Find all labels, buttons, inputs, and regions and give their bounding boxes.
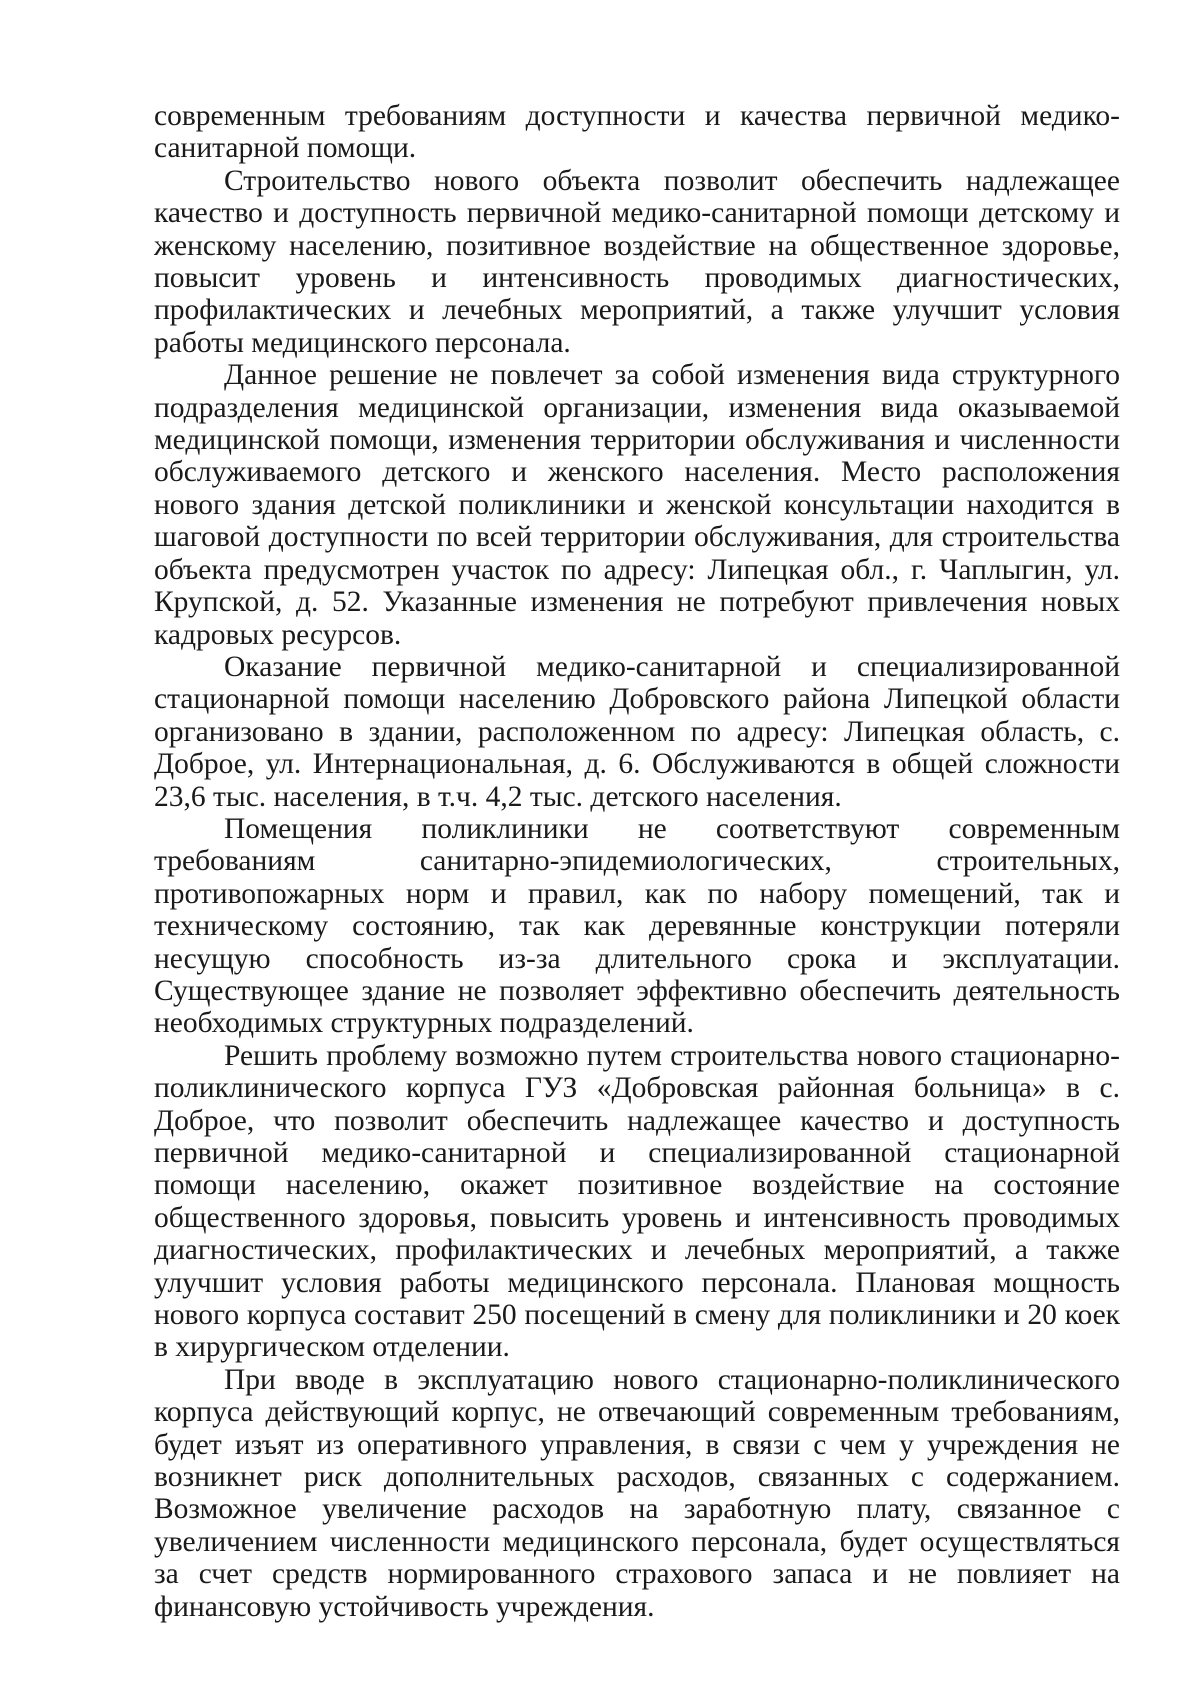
- paragraph-decision: Данное решение не повлечет за собой изменения вида структурного подразделения медицинской организации, изменения вида оказываемой медицинской помощи, изменения территории обслуживания и численности обслуживаемого детского и женского населения. Место расположения нового здания детской поликлиники и женской консультации находится в шаговой доступности по всей территории обслуживания, для строительства объекта предусмотрен участок по адресу: Липецкая обл., г. Чаплыгин, ул. Крупской, д. 52. Указанные изменения не потребуют привлечения новых кадровых ресурсов.: [154, 359, 1120, 651]
- paragraph-solution: Решить проблему возможно путем строительства нового стационарно-поликлинического корпуса ГУЗ «Добровская районная больница» в с. Доброе, что позволит обеспечить надлежащее качество и доступность первичной медико-санитарной и специализированной стационарной помощи населению, окажет позитивное воздействие на состояние общественного здоровья, повысить уровень и интенсивность проводимых диагностических, профилактических и лечебных мероприятий, а также улучшит условия работы медицинского персонала. Плановая мощность нового корпуса составит 250 посещений в смену для поликлиники и 20 коек в хирургическом отделении.: [154, 1039, 1120, 1364]
- paragraph-new-object: Строительство нового объекта позволит обеспечить надлежащее качество и доступность первичной медико-санитарной помощи детскому и женскому населению, позитивное воздействие на общественное здоровье, повысит уровень и интенсивность проводимых диагностических, профилактических и лечебных мероприятий, а также улучшит условия работы медицинского персонала.: [154, 164, 1120, 359]
- paragraph-continuation: современным требованиям доступности и качества первичной медико-санитарной помощи.: [154, 100, 1120, 165]
- document-body: [154, 100, 1120, 1623]
- paragraph-premises: Помещения поликлиники не соответствуют современным требованиям санитарно-эпидемиологических, строительных, противопожарных норм и правил, как по набору помещений, так и техническому состоянию, так как деревянные конструкции потеряли несущую способность из-за длительного срока и эксплуатации. Существующее здание не позволяет эффективно обеспечить деятельность необходимых структурных подразделений.: [154, 812, 1120, 1040]
- paragraph-commissioning: При вводе в эксплуатацию нового стационарно-поликлинического корпуса действующий корпус, не отвечающий современным требованиям, будет изъят из оперативного управления, в связи с чем у учреждения не возникнет риск дополнительных расходов, связанных с содержанием. Возможное увеличение расходов на заработную плату, связанное с увеличением численности медицинского персонала, будет осуществляться за счет средств нормированного страхового запаса и не повлияет на финансовую устойчивость учреждения.: [154, 1363, 1120, 1623]
- paragraph-dobrovsky-care: Оказание первичной медико-санитарной и специализированной стационарной помощи населению Добровского района Липецкой области организовано в здании, расположенном по адресу: Липецкая область, с. Доброе, ул. Интернациональная, д. 6. Обслуживаются в общей сложности 23,6 тыс. населения, в т.ч. 4,2 тыс. детского населения.: [154, 650, 1120, 813]
